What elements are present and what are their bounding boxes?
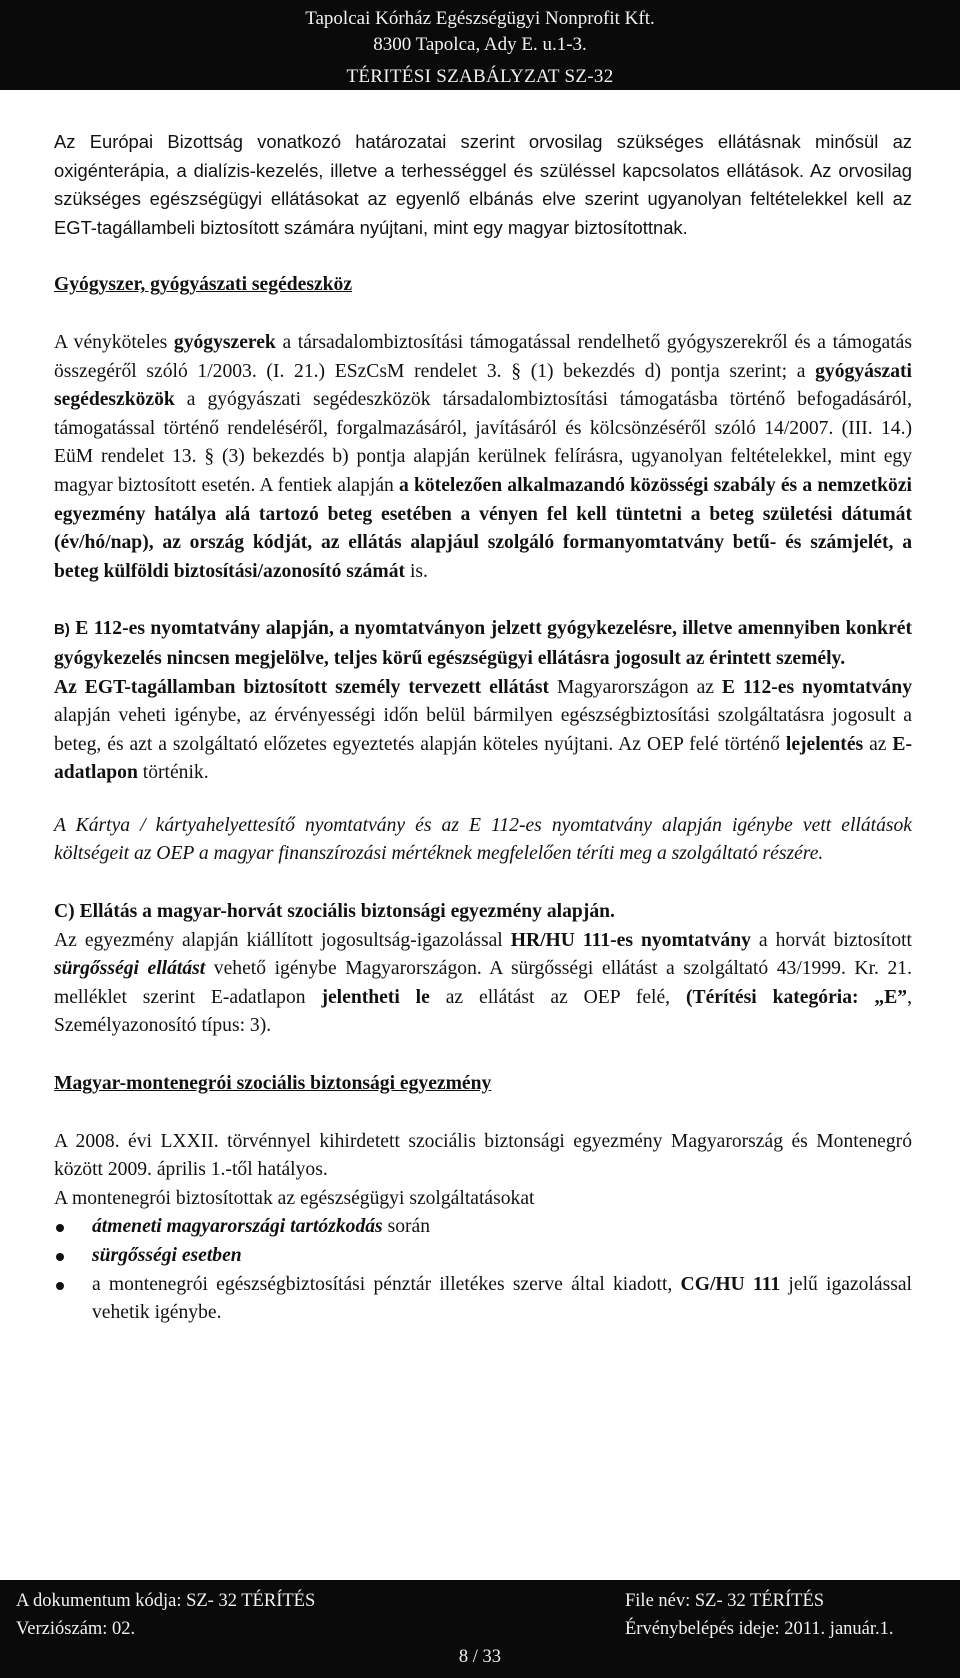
text-span: vehető igénybe Magyarországon. A sürgősségi ellátást a szolgáltató 43/1999. Kr. 21. melléklet szerint E-adatlapon [54,958,913,1008]
bold-span: gyógyászati segédeszközök [54,360,912,411]
bold-span: lejelentés [785,733,864,755]
header-document-title: TÉRITÉSI SZABÁLYZAT SZ-32 [346,66,614,87]
bold-italic-span: sürgősségi ellátást [54,958,206,980]
text-span: a gyógyászati segédeszközök társadalombiztosítási támogatásba történő befogadásáról, támogatással történő rendeléséről, forgalmazásáról, javításáról és kölcsönzéséről szóló 14/2007. (III. 14.) EüM rendelet 13. § (3) bekezdés b) pontja alapján kerülnek felírásra, ugyanolyan feltételekkel, mint egy magyar biztosított esetén. A fentiek alapján [54,389,912,496]
section-b-italic-note: A Kártya / kártyahelyettesítő nyomtatvány és az E 112-es nyomtatvány alapján igénybe vett ellátások költségeit az OEP a magyar finanszírozási mértéknek megfelelően téríti meg a szolgáltató részére. [54,814,912,865]
section-heading-gyogyszer [54,271,912,300]
bullet-icon [56,1282,64,1290]
text-span: jelű igazolással vehetik igénybe. [92,1273,912,1324]
bullet-icon [56,1224,64,1232]
page-content [54,128,912,1328]
text-span: a montenegrói egészségbiztosítási pénztár illetékes szerve által kiadott, [92,1273,681,1295]
text-span: a horvát biztosított [750,929,912,951]
bold-span: E-adatlapon [54,733,912,784]
section-heading-montenegro [54,1070,912,1099]
footer-version: Verziószám: 02. [16,1619,136,1639]
bold-span: CG/HU 111 [680,1273,781,1295]
section-b-heading-text: E 112-es nyomtatvány alapján, a nyomtatványon jelzett gyógykezelésre, illetve amennyiben konkrét gyógykezelés nincsen megjelölve, teljes körű egészségügyi ellátásra jogosult az érintett személy. [54,618,912,669]
page-header [0,0,960,90]
bold-italic-span: sürgősségi esetben [92,1245,242,1266]
text-span: során [382,1216,431,1238]
bold-italic-span: átmeneti magyarországi tartózkodás [92,1216,383,1238]
text-span: is. [405,560,428,582]
bold-span: a kötelezően alkalmazandó közösségi szabály és a nemzetközi egyezmény hatálya alá tartozó beteg esetében a vényen fel kell tüntetni a beteg születési dátumát (év/hó/nap), az ország kódját, az ellátás alapjául szolgáló formanyomtatvány betű- és számjelét, a beteg külföldi biztosítási/azonosító számát [54,474,912,582]
list-item [54,1242,912,1271]
footer-file-name: File név: SZ- 32 TÉRÍTÉS [625,1591,825,1611]
bold-span: Az EGT-tagállamban biztosított személy tervezett ellátást [54,676,549,698]
intro-text-2: Az orvosilag szükséges egészségügyi ellátásokat az egyenlő elbánás elve szerint ugyanolyan feltételekkel kell az EGT-tagállambeli biztosított számára nyújtani, mint egy magyar biztosítottnak. [54,159,912,238]
text-span: Magyarországon az [549,676,722,698]
intro-paragraph [54,128,912,242]
text-span: az [863,733,893,755]
bold-span: E 112-es nyomtatvány [721,676,912,698]
montenegro-paragraph-2: A montenegrói biztosítottak az egészségügyi szolgáltatásokat [54,1187,535,1209]
section-c-paragraph [54,927,912,1041]
text-span: A vényköteles [54,331,174,353]
header-organization: Tapolcai Kórház Egészségügyi Nonprofit Kft. [305,8,655,29]
heading-text: Gyógyszer, gyógyászati segédeszköz [54,274,353,296]
header-address: 8300 Tapolca, Ady E. u.1-3. [373,34,587,55]
intro-text-1: Az Európai Bizottság vonatkozó határozatai szerint orvosilag szükséges ellátásnak minősül az oxigénterápia, a dialízis-kezelés, illetve a terhességgel és szüléssel kapcsolatos ellátások. [54,131,912,181]
footer-page-number: 8 / 33 [458,1647,502,1667]
bold-span: gyógyszerek [173,331,276,353]
section-b-paragraph [54,674,912,788]
bold-span: HR/HU 111-es nyomtatvány [510,929,751,951]
text-span: történik. [137,762,209,784]
montenegro-paragraph-1: A 2008. évi LXXII. törvénnyel kihirdetett szociális biztonsági egyezmény Magyarország és Montenegró között 2009. április 1.-től hatályos. [54,1130,912,1181]
section-c-heading: C) Ellátás a magyar-horvát szociális biztonsági egyezmény alapján. [54,901,615,923]
bullet-icon [56,1253,64,1261]
gyogyszer-paragraph [54,329,912,586]
heading-text: Magyar-montenegrói szociális biztonsági egyezmény [54,1073,492,1095]
text-span: Az egyezmény alapján kiállított jogosultság-igazolással [54,929,511,951]
footer-document-code: A dokumentum kódja: SZ- 32 TÉRÍTÉS [16,1591,316,1611]
bold-span: jelentheti le [321,986,430,1008]
montenegro-bullet-list [54,1213,912,1327]
page-footer [0,1580,960,1678]
section-b-heading [54,615,912,673]
bold-span: (Térítési kategória: „E” [685,986,908,1008]
list-item [54,1271,912,1328]
text-span: alapján veheti igénybe, az érvényességi időn belül bármilyen egészségbiztosítási szolgáltatásra jogosult a beteg, és azt a szolgáltató előzetes egyeztetés alapján köteles nyújtani. Az OEP felé történő [54,705,912,755]
text-span: , Személyazonosító típus: 3). [54,986,913,1037]
list-item [54,1213,912,1242]
text-span: a társadalombiztosítási támogatással rendelhető gyógyszerekről és a támogatás összegéről szóló 1/2003. (I. 21.) ESzCsM rendelet 3. § (1) bekezdés d) pontja szerint; a [54,331,913,382]
section-b-marker: B) [54,621,70,639]
text-span: az ellátást az OEP felé, [429,986,686,1008]
footer-effective-date: Érvénybelépés ideje: 2011. január.1. [625,1619,894,1639]
